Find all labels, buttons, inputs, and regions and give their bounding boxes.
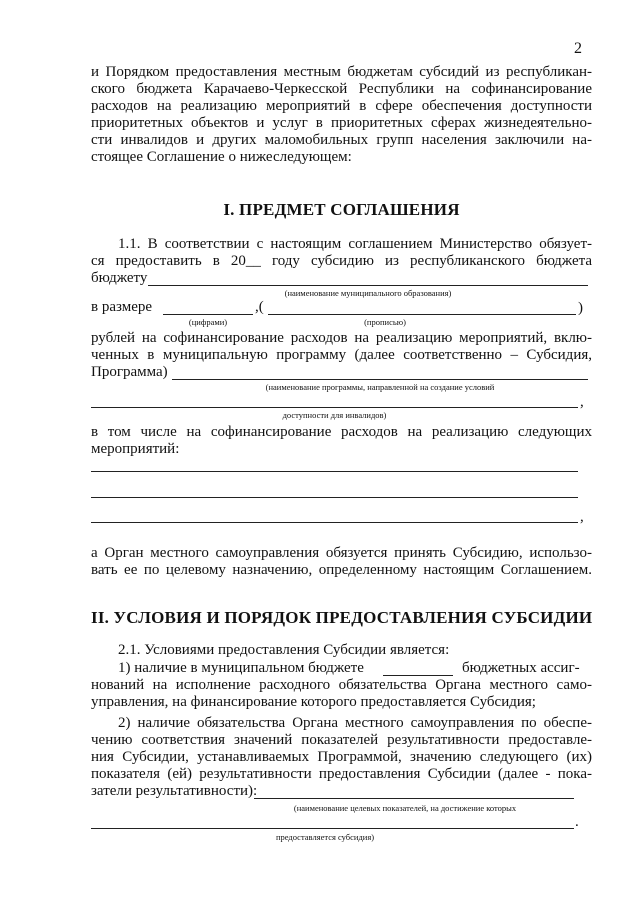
s1-p1-line-1: 1.1. В соответствии с настоящим соглашением Министерство обязует- <box>118 236 592 252</box>
s2-i2-line-4: показателя (ей) результативности предоставления Субсидии (далее - пока- <box>91 766 592 782</box>
s2-i2-line-5: затели результативности): <box>91 783 258 799</box>
s2-p1: 2.1. Условиями предоставления Субсидии является: <box>118 642 450 658</box>
program-comma: , <box>580 394 584 410</box>
budget-allocation-blank <box>383 675 453 676</box>
caption-program-1: (наименование программы, направленной на создание условий <box>265 382 495 392</box>
program-blank-2 <box>91 407 578 408</box>
s1-p3-line-2: мероприятий: <box>91 441 180 457</box>
amount-close: ) <box>578 300 583 316</box>
caption-words: (прописью) <box>364 317 406 327</box>
intro-line-1: и Порядком предоставления местным бюджетам субсидий из республикан- <box>91 64 592 80</box>
caption-program-2: доступности для инвалидов) <box>282 410 387 420</box>
caption-indicators-1: (наименование целевых показателей, на достижение которых <box>293 803 517 813</box>
municipality-blank <box>148 285 588 286</box>
s2-i1-line-1b: бюджетных ассиг- <box>462 660 580 676</box>
amount-digits-blank <box>163 314 253 315</box>
s2-i1-line-3: управления, на финансирование которого предоставляется Субсидия; <box>91 694 536 710</box>
s2-i1-line-2: нований на исполнение расходного обязательства Органа местного само- <box>91 677 592 693</box>
caption-indicators-2: предоставляется субсидия) <box>275 832 375 842</box>
measure-blank-3 <box>91 522 578 523</box>
intro-line-3: расходов на реализацию мероприятий в сфере обеспечения доступности <box>91 98 592 114</box>
caption-municipality: (наименование муниципального образования) <box>284 288 452 298</box>
s2-i1-line-1a: 1) наличие в муниципальном бюджете <box>118 660 364 676</box>
intro-line-5: сти инвалидов и других маломобильных групп населения заключили на- <box>91 132 592 148</box>
s1-p1-line-3: бюджету <box>91 270 148 286</box>
s1-p2-line-2: ченных в муниципальную программу (далее соответственно – Субсидия, <box>91 347 592 363</box>
indicators-period: . <box>575 814 579 830</box>
program-blank <box>172 379 588 380</box>
caption-digits: (цифрами) <box>188 317 228 327</box>
s1-p3-line-1: в том числе на софинансирование расходов на реализацию следующих <box>91 424 592 440</box>
amount-prefix: в размере <box>91 299 153 315</box>
intro-line-6: стоящее Соглашение о нижеследующем: <box>91 149 352 165</box>
section-1-heading: I. ПРЕДМЕТ СОГЛАШЕНИЯ <box>223 200 460 219</box>
page-number: 2 <box>574 40 582 57</box>
section-2-heading: II. УСЛОВИЯ И ПОРЯДОК ПРЕДОСТАВЛЕНИЯ СУБСИДИИ <box>91 608 593 627</box>
amount-separator: ,( <box>255 299 264 315</box>
measure-blank-2 <box>91 497 578 498</box>
s1-p4-line-1: а Орган местного самоуправления обязуется принять Субсидию, использо- <box>91 545 592 561</box>
s1-p1-line-2: ся предоставить в 20__ году субсидию из республиканского бюджета <box>91 253 592 269</box>
indicators-blank-1 <box>254 798 574 799</box>
s2-i2-line-2: чению соответствия значений показателей результативности предоставле- <box>91 732 592 748</box>
s2-i2-line-3: ния Субсидии, устанавливаемых Программой, значению следующего (их) <box>91 749 592 765</box>
s1-p4-line-2: вать ее по целевому назначению, определенному настоящим Соглашением. <box>91 562 592 578</box>
intro-line-4: приоритетных объектов и услуг в приоритетных сферах жизнедеятельно- <box>91 115 592 131</box>
measure-comma: , <box>580 509 584 525</box>
s2-i2-line-1: 2) наличие обязательства Органа местного самоуправления по обеспе- <box>118 715 592 731</box>
amount-words-blank <box>268 314 576 315</box>
intro-line-2: ского бюджета Карачаево-Черкесской Республики на софинансирование <box>91 81 592 97</box>
s1-p2-line-3: Программа) <box>91 364 168 380</box>
indicators-blank-2 <box>91 828 574 829</box>
measure-blank-1 <box>91 471 578 472</box>
s1-p2-line-1: рублей на софинансирование расходов на реализацию мероприятий, вклю- <box>91 330 592 346</box>
